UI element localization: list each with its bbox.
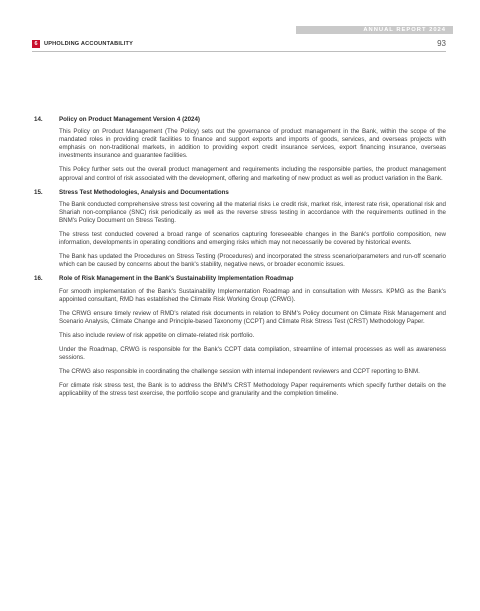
paragraph: The Bank conducted comprehensive stress test covering all the material risks i.e credit risk, market risk, interest rate risk, operational risk and Shariah non-compliance (SNC) risk periodically as well as the reverse stress testing in accordance with the requirements outlined in the BNM's Policy Document on Stress Testing. bbox=[59, 200, 446, 224]
header-divider bbox=[32, 51, 446, 52]
item-title: Stress Test Methodologies, Analysis and Documentations bbox=[59, 188, 229, 196]
paragraph: For climate risk stress test, the Bank is to address the BNM's CRST Methodology Paper requirements which specify further details on the applicability of the stress test exercise, the portfolio scope and granularity and the completion timeline. bbox=[59, 382, 446, 398]
paragraph: This Policy further sets out the overall product management and requirements including the responsible parties, the product management approval and control of risk associated with the development, offering and marketing of new product as well as product variation in the Bank. bbox=[59, 166, 446, 182]
item-number: 14. bbox=[34, 116, 43, 123]
section-title: UPHOLDING ACCOUNTABILITY bbox=[44, 41, 134, 47]
document-body bbox=[32, 116, 446, 404]
list-item bbox=[32, 275, 446, 398]
paragraph: This also include review of risk appetite on climate-related risk portfolio. bbox=[59, 331, 255, 339]
item-heading bbox=[32, 275, 446, 283]
paragraph: The Bank has updated the Procedures on Stress Testing (Procedures) and incorporated the stress scenario/parameters and run-off scenario which can be caused by concerns about the bank's stability, negative news, or broader economic issues. bbox=[59, 253, 446, 269]
paragraph: The CRWG ensure timely review of RMD's related risk documents in relation to BNM's Policy document on Climate Risk Management and Scenario Analysis, Climate Change and Principle-based Taxonomy (CCPT) and Climate Risk Stress Test (CRST) Methodology Paper. bbox=[59, 309, 446, 325]
item-title: Role of Risk Management in the Bank's Sustainability Implementation Roadmap bbox=[59, 275, 294, 283]
page-number: 93 bbox=[437, 39, 446, 48]
item-heading bbox=[32, 116, 446, 124]
paragraph: For smooth implementation of the Bank's Sustainability Implementation Roadmap and in consultation with Messrs. KPMG as the Bank's appointed consultant, RMD has established the Climate Risk Working Group (CRWG). bbox=[59, 287, 446, 303]
list-item bbox=[32, 116, 446, 183]
item-heading bbox=[32, 189, 446, 197]
item-number: 16. bbox=[34, 275, 43, 283]
paragraph: The CRWG also responsible in coordinating the challenge session with internal independent reviewers and CCPT reporting to BNM. bbox=[59, 368, 420, 376]
section-number-badge: 6 bbox=[32, 40, 40, 48]
list-item bbox=[32, 189, 446, 270]
report-label: ANNUAL REPORT 2024 bbox=[363, 27, 446, 33]
item-number: 15. bbox=[34, 188, 43, 196]
paragraph: Under the Roadmap, CRWG is responsible for the Bank's CCPT data compilation, streamline of internal processes as well as awareness sessions. bbox=[59, 345, 446, 362]
paragraph: This Policy on Product Management (The Policy) sets out the governance of product management in the Bank, within the scope of the mandated roles in providing credit facilities to finance and support exports and imports of goods, services, and overseas projects with emphasis on non-traditional markets, in addition to providing export credit insurance services, export financing insurance, overseas investments insurance and guarantee facilities. bbox=[59, 128, 446, 160]
paragraph: The stress test conducted covered a broad range of scenarios capturing foreseeable changes in the Bank's portfolio composition, new information, developments in operating conditions and emerging risks which may not necessarily be covered by historical events. bbox=[59, 231, 446, 247]
item-title: Policy on Product Management Version 4 (2024) bbox=[59, 116, 200, 123]
